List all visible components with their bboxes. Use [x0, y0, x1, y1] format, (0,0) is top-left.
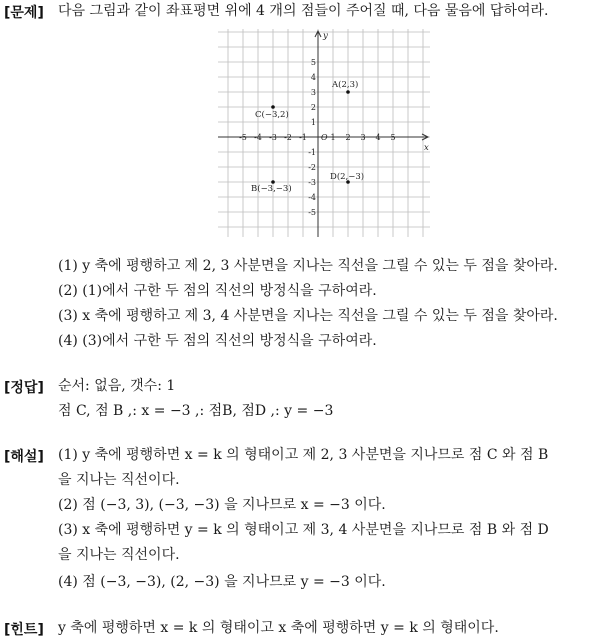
coordinate-plane-figure	[218, 29, 430, 237]
question-1: (1) y 축에 평행하고 제 2, 3 사분면을 지나는 직선을 그릴 수 있는 두 점을 찾아라.	[58, 258, 558, 274]
explanation-line-6: (4) 점 (−3, −3), (2, −3) 을 지나므로 y = −3 이다.	[58, 574, 386, 590]
x-tick-label: 2	[345, 133, 351, 142]
answer-line-1: 순서: 없음, 갯수: 1	[58, 378, 176, 394]
hint-text: y 축에 평행하면 x = k 의 형태이고 x 축에 평행하면 y = k 의 형태이다.	[58, 620, 499, 636]
point-a-marker	[346, 90, 350, 94]
y-axis-label: y	[323, 31, 328, 41]
y-tick-label: -1	[308, 148, 316, 157]
problem-label: [문제]	[4, 5, 44, 21]
point-c-marker	[271, 105, 275, 109]
x-tick-label: -1	[299, 133, 307, 142]
x-tick-label: 1	[330, 133, 336, 142]
point-a-label: A(2,3)	[332, 80, 359, 90]
point-d-label: D(2,−3)	[330, 172, 365, 182]
y-tick-label: -5	[308, 208, 316, 217]
explanation-line-1: (1) y 축에 평행하면 x = k 의 형태이고 제 2, 3 사분면을 지나므로 점 C 와 점 B	[58, 447, 549, 463]
question-3: (3) x 축에 평행하고 제 3, 4 사분면을 지나는 직선을 그릴 수 있는 두 점을 찾아라.	[58, 308, 558, 324]
y-tick-label: 5	[310, 58, 316, 67]
y-tick-label: -4	[308, 193, 316, 202]
question-4: (4) (3)에서 구한 두 점의 직선의 방정식을 구하여라.	[58, 333, 377, 349]
explanation-label: [해설]	[4, 449, 44, 465]
origin-label: O	[321, 133, 328, 142]
explanation-line-5: 을 지나는 직선이다.	[58, 547, 180, 563]
point-c-label: C(−3,2)	[255, 110, 289, 120]
y-tick-label: 4	[310, 73, 316, 82]
x-tick-label: 5	[390, 133, 396, 142]
x-tick-label: -3	[269, 133, 277, 142]
y-tick-label: 1	[310, 118, 316, 127]
x-tick-label: -5	[239, 133, 247, 142]
problem-intro: 다음 그림과 같이 좌표평면 위에 4 개의 점들이 주어질 때, 다음 물음에 답하여라.	[58, 3, 549, 19]
y-tick-label: -2	[308, 163, 316, 172]
x-axis-label: x	[424, 143, 429, 153]
x-tick-label: 4	[375, 133, 381, 142]
y-tick-label: 3	[310, 88, 316, 97]
hint-label: [힌트]	[4, 622, 44, 638]
x-tick-label: 3	[360, 133, 366, 142]
answer-label: [정답]	[4, 380, 44, 396]
y-tick-label: 2	[310, 103, 316, 112]
x-tick-label: -2	[284, 133, 292, 142]
explanation-line-4: (3) x 축에 평행하면 y = k 의 형태이고 제 3, 4 사분면을 지나므로 점 B 와 점 D	[58, 522, 549, 538]
point-b-label: B(−3,−3)	[251, 184, 292, 194]
explanation-line-3: (2) 점 (−3, 3), (−3, −3) 을 지나므로 x = −3 이다.	[58, 497, 386, 513]
x-tick-label: -4	[254, 133, 262, 142]
question-2: (2) (1)에서 구한 두 점의 직선의 방정식을 구하여라.	[58, 283, 377, 299]
answer-line-2: 점 C, 점 B ,: x = −3 ,: 점B, 점D ,: y = −3	[58, 403, 334, 419]
y-tick-label: -3	[308, 178, 316, 187]
explanation-line-2: 을 지나는 직선이다.	[58, 472, 180, 488]
